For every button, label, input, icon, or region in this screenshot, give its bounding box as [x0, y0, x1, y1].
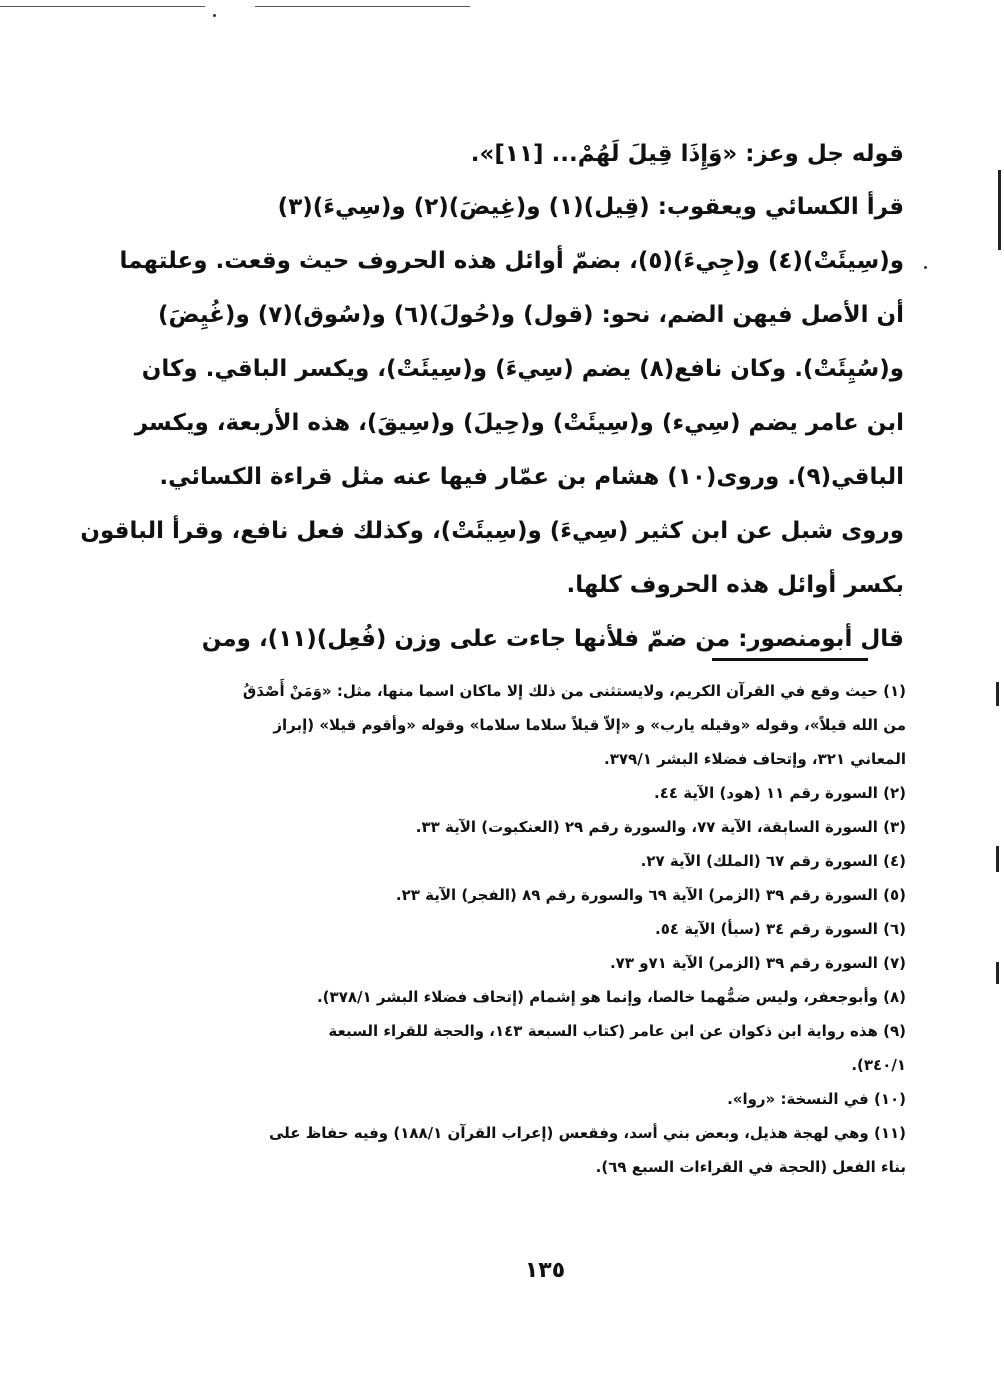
footnote-line: (٧) السورة رقم ٣٩ (الزمر) الآية ٧١و ٧٣.: [609, 954, 906, 972]
edge-bracket-mark: [996, 846, 999, 872]
footnote-line: (٩) هذه رواية ابن ذكوان عن ابن عامر (كتاب السبعة ١٤٣، والحجة للقراء السبعة: [328, 1022, 906, 1040]
footnote-line: (٢) السورة رقم ١١ (هود) الآية ٤٤.: [654, 784, 906, 802]
body-line: أن الأصل فيهن الضم، نحو: (قول) و(حُولَ)(٦) و(سُوق)(٧) و(غُيِضَ): [157, 302, 904, 328]
body-line: ابن عامر يضم (سِيء) و(سِيئَتْ) و(حِيلَ) و(سِيقَ)، هذه الأربعة، ويكسر: [134, 410, 904, 436]
footnotes-block: [192, 674, 906, 1184]
edge-bracket-mark: [996, 682, 999, 706]
footnote-line: من الله قيلاً»، وقوله «وقيله يارب» و «إلاّ قيلاً سلاما سلاما» وقوله «وأقوم قيلا» (إبراز: [273, 716, 906, 734]
footnote-line: ٣٤٠/١).: [851, 1056, 906, 1074]
scan-speck: [213, 14, 216, 17]
verse-heading: قوله جل وعز: «وَإِذَا قِيلَ لَهُمْ... [١١]».: [470, 141, 904, 167]
footnote-line: بناء الفعل (الحجة في القراءات السبع ٦٩).: [595, 1158, 906, 1176]
top-scan-rule-right: [255, 6, 470, 7]
body-line: و(سِيئَتْ)(٤) و(جِيءَ)(٥)، بضمّ أوائل هذه الحروف حيث وقعت. وعلتهما: [119, 248, 904, 274]
top-scan-rule-left: [0, 6, 205, 7]
footnote-divider: [712, 658, 868, 661]
footnote-line: (١) حيث وقع في القرآن الكريم، ولايستثنى من ذلك إلا ماكان اسما منها، مثل: «وَمَنْ أَصْدَقُ: [242, 682, 906, 700]
footnote-line: (٥) السورة رقم ٣٩ (الزمر) الآية ٦٩ والسورة رقم ٨٩ (الفجر) الآية ٢٣.: [395, 886, 906, 904]
footnote-line: (٣) السورة السابقة، الآية ٧٧، والسورة رقم ٢٩ (العنكبوت) الآية ٣٣.: [415, 818, 906, 836]
edge-bracket-mark: [996, 962, 999, 984]
body-line: و(سُيِئَتْ). وكان نافع(٨) يضم (سِيءَ) و(سِيئَتْ)، ويكسر الباقي. وكان: [141, 356, 904, 382]
footnote-line: (١٠) في النسخة: «روا».: [727, 1090, 906, 1108]
footnote-line: (٤) السورة رقم ٦٧ (الملك) الآية ٢٧.: [640, 852, 906, 870]
body-line: وروى شبل عن ابن كثير (سِيءَ) و(سِيئَتْ)، وكذلك فعل نافع، وقرأ الباقون: [80, 518, 904, 544]
page-number: ١٣٥: [524, 1258, 566, 1283]
scan-speck: [924, 266, 927, 269]
body-line: بكسر أوائل هذه الحروف كلها.: [566, 572, 904, 598]
main-text-block: [80, 128, 904, 666]
body-line: الباقي(٩). وروى(١٠) هشام بن عمّار فيها عنه مثل قراءة الكسائي.: [159, 464, 904, 490]
footnote-line: المعاني ٣٢١، وإتحاف فضلاء البشر ٣٧٩/١.: [604, 750, 906, 768]
footnote-line: (٨) وأبوجعفر، وليس ضمُّهما خالصا، وإنما هو إشمام (إتحاف فضلاء البشر ٣٧٨/١).: [316, 988, 906, 1006]
footnote-line: (٦) السورة رقم ٣٤ (سبأ) الآية ٥٤.: [655, 920, 906, 938]
footnote-line: (١١) وهي لهجة هذيل، وبعض بني أسد، وفقعس (إعراب القرآن ١٨٨/١) وفيه حفاظ على: [268, 1124, 906, 1142]
edge-bracket-mark: [998, 170, 1001, 250]
body-line: قرأ الكسائي ويعقوب: (قِيل)(١) و(غِيضَ)(٢) و(سِيءَ)(٣): [277, 194, 904, 220]
body-line: قال أبومنصور: من ضمّ فلأنها جاءت على وزن (فُعِل)(١١)، ومن: [201, 626, 904, 652]
